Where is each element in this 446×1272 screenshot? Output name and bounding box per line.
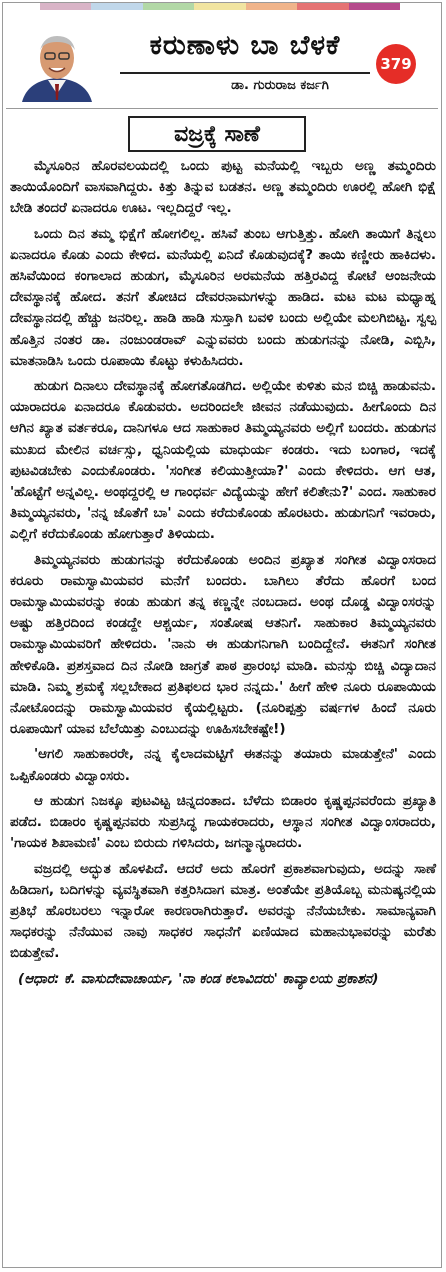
column-title: ಕರುಣಾಳು ಬಾ ಬೆಳಕೆ [149, 30, 341, 61]
author-name: ಡಾ. ಗುರುರಾಜ ಕರ್ಜಗಿ [231, 78, 329, 93]
paragraph: 'ಆಗಲಿ ಸಾಹುಕಾರರೇ, ನನ್ನ ಕೈಲಾದಮಟ್ಟಿಗೆ ಈತನನ್ನು ತಯಾರು ಮಾಡುತ್ತೇನೆ' ಎಂದು ಒಪ್ಪಿಕೊಂಡರು ವಿದ್ವಾಂಸರು. [10, 746, 436, 784]
issue-number-badge: 379 [376, 44, 416, 84]
paragraph: ಆ ಹುಡುಗ ನಿಜಕ್ಕೂ ಪುಟವಿಟ್ಟ ಚಿನ್ನದಂತಾದ. ಬೆಳೆದು ಬಿಡಾರಂ ಕೃಷ್ಣಪ್ಪನವರೆಂದು ಪ್ರಖ್ಯಾತಿ ಪಡೆದ. ಬಿಡಾರಂ ಕೃಷ್ಣಪ್ಪನವರು ಸುಪ್ರಸಿದ್ಧ ಗಾಯಕರಾದರು, ಆಸ್ಥಾನ ಸಂಗೀತ ವಿದ್ವಾಂಸರಾದರು, 'ಗಾಯಕ ಶಿಖಾಮಣಿ' ಎಂಬ ಬಿರುದು ಗಳಿಸಿದರು, ಜಗನ್ಮಾನ್ಯರಾದರು. [10, 792, 436, 852]
paragraph: ಮೈಸೂರಿನ ಹೊರವಲಯದಲ್ಲಿ ಒಂದು ಪುಟ್ಟ ಮನೆಯಲ್ಲಿ ಇಬ್ಬರು ಅಣ್ಣ ತಮ್ಮಂದಿರು ತಾಯಿಯೊಂದಿಗೆ ವಾಸವಾಗಿದ್ದರು. ಕಿತ್ತು ತಿನ್ನುವ ಬಡತನ. ಅಣ್ಣ ತಮ್ಮಂದಿರು ಊರಲ್ಲಿ ಹೋಗಿ ಭಿಕ್ಷೆ ಬೇಡಿ ತಂದರೆ ಏನಾದರೂ ಊಟ. ಇಲ್ಲದಿದ್ದರೆ ಇಲ್ಲ. [10, 158, 436, 217]
paragraph: ಹುಡುಗ ದಿನಾಲು ದೇವಸ್ಥಾನಕ್ಕೆ ಹೋಗತೊಡಗಿದ. ಅಲ್ಲಿಯೇ ಕುಳಿತು ಮನ ಬಿಚ್ಚಿ ಹಾಡುವನು. ಯಾರಾದರೂ ಏನಾದರೂ ಕೊಡುವರು. ಅದರಿಂದಲೇ ಜೀವನ ನಡೆಯುವುದು. ಹೀಗೊಂದು ದಿನ ಆಗಿನ ಖ್ಯಾತ ವರ್ತಕರೂ, ದಾನಿಗಳೂ ಆದ ಸಾಹುಕಾರ ತಿಮ್ಮಯ್ಯನವರು ಅಲ್ಲಿಗೆ ಬಂದರು. ಹುಡುಗನ ಮುಖದ ಮೇಲಿನ ವರ್ಚಸ್ಸು, ಧ್ವನಿಯಲ್ಲಿಯ ಮಾಧುರ್ಯ ಕಂಡರು. ಇದು ಬಂಗಾರ, ಇದಕ್ಕೆ ಪುಟವಿಡಬೇಕು ಎಂದುಕೊಂಡರು. 'ಸಂಗೀತ ಕಲಿಯುತ್ತೀಯಾ?' ಎಂದು ಕೇಳಿದರು. ಆಗ ಆತ, 'ಹೊಟ್ಟೆಗೆ ಅನ್ನವಿಲ್ಲ. ಅಂಥದ್ದರಲ್ಲಿ ಆ ಗಾಂಧರ್ವ ವಿದ್ಯೆಯನ್ನು ಹೇಗೆ ಕಲಿತೇನು?' ಎಂದ. ಸಾಹುಕಾರ ತಿಮ್ಮಯ್ಯನವರು, 'ನನ್ನ ಜೊತೆಗೆ ಬಾ' ಎಂದು ಕರೆದುಕೊಂಡು ಹೊರಟರು. ಹುಡುಗನಿಗೆ ಇವರಾರು, ಎಲ್ಲಿಗೆ ಕರೆದುಕೊಂಡು ಹೋಗುತ್ತಾರೆ ತಿಳಿಯದು. [10, 378, 436, 543]
paragraph: ಒಂದು ದಿನ ತಮ್ಮ ಭಿಕ್ಷೆಗೆ ಹೋಗಲಿಲ್ಲ. ಹಸಿವೆ ತುಂಬ ಆಗುತ್ತಿತ್ತು. ಹೋಗಿ ತಾಯಿಗೆ ತಿನ್ನಲು ಏನಾದರೂ ಕೊಡು ಎಂದು ಕೇಳಿದ. ಮನೆಯಲ್ಲಿ ಏನಿದೆ ಕೊಡುವುದಕ್ಕೆ? ತಾಯಿ ಕಣ್ಣೀರು ಹಾಕಿದಳು. ಹಸಿವೆಯಿಂದ ಕಂಗಾಲಾದ ಹುಡುಗ, ಮೈಸೂರಿನ ಅರಮನೆಯ ಹತ್ತಿರವಿದ್ದ ಕೋಟೆ ಆಂಜನೇಯ ದೇವಸ್ಥಾನಕ್ಕೆ ಹೋದ. ತನಗೆ ತೋಚಿದ ದೇವರನಾಮಗಳನ್ನು ಹಾಡಿದ. ಮಟ ಮಟ ಮಧ್ಯಾಹ್ನ ದೇವಸ್ಥಾನದಲ್ಲಿ ಹೆಚ್ಚು ಜನರಿಲ್ಲ. ಹಾಡಿ ಹಾಡಿ ಸುಸ್ತಾಗಿ ಬವಳಿ ಬಂದು ಅಲ್ಲಿಯೇ ಮಲಗಿಬಿಟ್ಟ. ಸ್ವಲ್ಪ ಹೊತ್ತಿನ ನಂತರ ಡಾ. ನಂಜುಂಡರಾವ್ ಎನ್ನುವವರು ಬಂದು ಹುಡುಗನನ್ನು ನೋಡಿ, ಎಬ್ಬಿಸಿ, ಮಾತನಾಡಿಸಿ ಒಂದು ರೂಪಾಯಿ ಕೊಟ್ಟು ಕಳುಹಿಸಿದರು. [10, 225, 436, 369]
article-headline: ವಜ್ರಕ್ಕೆ ಸಾಣೆ [128, 116, 306, 152]
paragraph: ತಿಮ್ಮಯ್ಯನವರು ಹುಡುಗನನ್ನು ಕರೆದುಕೊಂಡು ಅಂದಿನ ಪ್ರಖ್ಯಾತ ಸಂಗೀತ ವಿದ್ವಾಂಸರಾದ ಕರೂರು ರಾಮಸ್ವಾಮಿಯವರ ಮನೆಗೆ ಬಂದರು. ಬಾಗಿಲು ತೆರೆದು ಹೊರಗೆ ಬಂದ ರಾಮಸ್ವಾಮಿಯವರನ್ನು ಕಂಡು ಹುಡುಗ ತನ್ನ ಕಣ್ಣನ್ನೇ ನಂಬದಾದ. ಅಂಥ ದೊಡ್ಡ ವಿದ್ವಾಂಸರನ್ನು ಅಷ್ಟು ಹತ್ತಿರದಿಂದ ಕಂಡದ್ದೇ ಆಶ್ಚರ್ಯ, ಸಂತೋಷ ಆತನಿಗೆ. ಸಾಹುಕಾರ ತಿಮ್ಮಯ್ಯನವರು ರಾಮಸ್ವಾಮಿಯವರಿಗೆ ಹೇಳಿದರು. 'ನಾನು ಈ ಹುಡುಗನಿಗಾಗಿ ಬಂದಿದ್ದೇನೆ. ಈತನಿಗೆ ಸಂಗೀತ ಹೇಳಿಕೊಡಿ. ಪ್ರಶಸ್ತವಾದ ದಿನ ನೋಡಿ ಜಾಗ್ರತೆ ಪಾಠ ಪ್ರಾರಂಭ ಮಾಡಿ. ಮನಸ್ಸು ಬಿಚ್ಚಿ ವಿದ್ಯಾದಾನ ಮಾಡಿ. ನಿಮ್ಮ ಶ್ರಮಕ್ಕೆ ಸಲ್ಲಬೇಕಾದ ಪ್ರತಿಫಲದ ಭಾರ ನನ್ನದು.' ಹೀಗೆ ಹೇಳಿ ನೂರು ರೂಪಾಯಿಯ ನೋಟೊಂದನ್ನು ರಾಮಸ್ವಾಮಿಯವರ ಕೈಯಲ್ಲಿಟ್ಟರು. (ನೂರಿಪ್ಪತ್ತು ವರ್ಷಗಳ ಹಿಂದೆ ನೂರು ರೂಪಾಯಿಗೆ ಯಾವ ಬೆಲೆಯಿತ್ತು ಎಂಬುದನ್ನು ಊಹಿಸಬೇಕಷ್ಟೇ!) [10, 551, 436, 738]
color-strip [40, 3, 400, 10]
header-divider [6, 108, 438, 109]
paragraph: ವಜ್ರದಲ್ಲಿ ಅದ್ಭುತ ಹೊಳಪಿದೆ. ಆದರೆ ಅದು ಹೊರಗೆ ಪ್ರಕಾಶವಾಗುವುದು, ಅದನ್ನು ಸಾಣೆ ಹಿಡಿದಾಗ, ಬದಿಗಳನ್ನು ವ್ಯವಸ್ಥಿತವಾಗಿ ಕತ್ತರಿಸಿದಾಗ ಮಾತ್ರ. ಅಂತೆಯೇ ಪ್ರತಿಯೊಬ್ಬ ಮನುಷ್ಯನಲ್ಲಿಯ ಪ್ರತಿಭೆ ಹೊರಬರಲು ಇನ್ನಾರೋ ಕಾರಣರಾಗಿರುತ್ತಾರೆ. ಅವರನ್ನು ನೆನೆಯಬೇಕು. ಸಾಮಾನ್ಯವಾಗಿ ಸಾಧಕರನ್ನು ನೆನೆಯುವ ನಾವು ಸಾಧಕರ ಸಾಧನೆಗೆ ಏಣಿಯಾದ ಮಹಾನುಭಾವರನ್ನು ಮರೆತು ಬಿಡುತ್ತೇವೆ. [10, 860, 436, 962]
author-portrait [14, 30, 100, 102]
article-body [10, 156, 436, 994]
source-citation: (ಆಧಾರ: ಕೆ. ವಾಸುದೇವಾಚಾರ್ಯ, 'ನಾ ಕಂಡ ಕಲಾವಿದರು' ಕಾವ್ಯಾಲಯ ಪ್ರಕಾಶನ) [18, 970, 379, 987]
title-rule [120, 72, 370, 74]
